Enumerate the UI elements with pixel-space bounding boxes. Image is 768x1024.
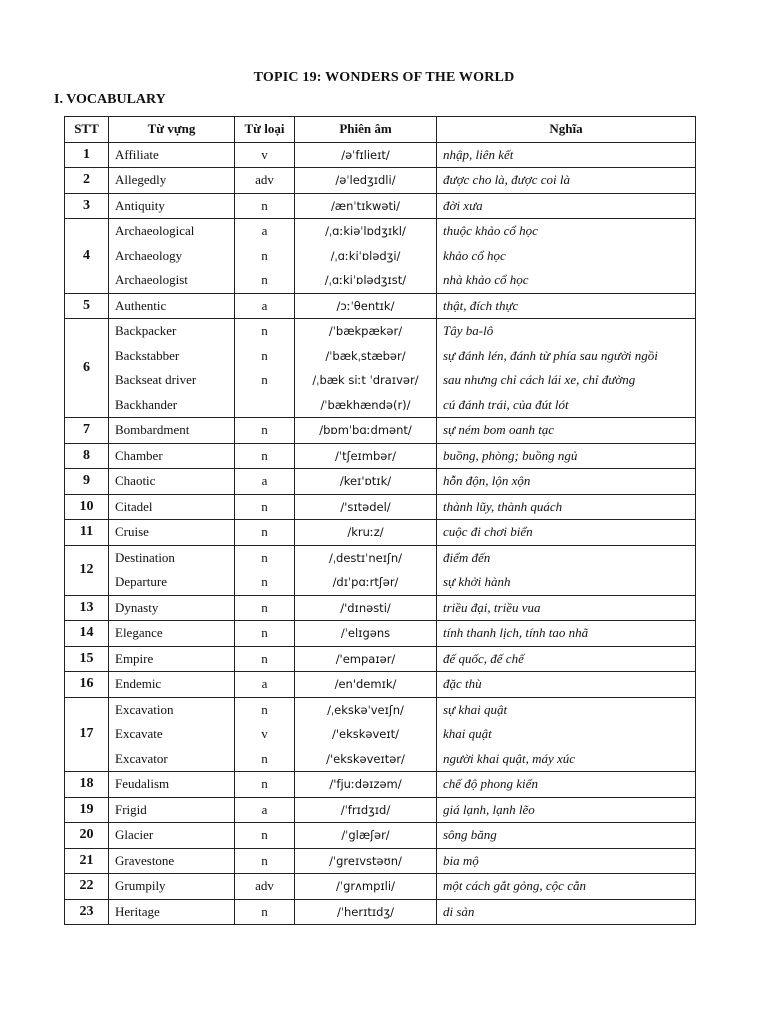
meaning-text: khảo cổ học [443, 247, 506, 263]
ipa-cell [295, 293, 437, 319]
ipa-text: /'fjuːdəɪzəm/ [329, 777, 402, 791]
word-text: Allegedly [115, 172, 167, 187]
word-text: Excavation [115, 701, 174, 717]
type-cell [235, 520, 295, 546]
ipa-text: /ˈglæʃər/ [341, 828, 390, 842]
type-cell [235, 168, 295, 194]
meaning-text: di sản [443, 903, 475, 919]
stt-cell: 12 [65, 545, 109, 595]
table-row [65, 319, 696, 418]
word-type-text: n [261, 447, 268, 463]
meaning-cell [437, 672, 696, 698]
ipa-cell [295, 823, 437, 849]
word-type-text: n [261, 903, 268, 919]
ipa-text: /'ekskəveɪt/ [331, 727, 400, 741]
meaning-text: người khai quật, máy xúc [443, 750, 576, 766]
ipa-text: /ˌbæk siːt ˈdraɪvər/ [312, 373, 419, 387]
word-text: Authentic [115, 297, 167, 313]
table-row [65, 142, 696, 168]
type-cell [235, 293, 295, 319]
ipa-text: /əˈledʒɪdli/ [335, 173, 396, 187]
header-stt: STT [65, 117, 109, 143]
meaning-text: chế độ phong kiến [443, 776, 538, 791]
meaning-text: thật, đích thực [443, 297, 519, 313]
header-type: Từ loại [235, 117, 295, 143]
table-row [65, 545, 696, 595]
meaning-cell [437, 418, 696, 444]
table-row [65, 443, 696, 469]
meaning-cell [437, 899, 696, 925]
type-cell [235, 142, 295, 168]
ipa-cell [295, 874, 437, 900]
word-text: Chaotic [115, 473, 156, 488]
meaning-text: sự ném bom oanh tạc [443, 422, 555, 437]
word-type-text [241, 393, 288, 418]
meaning-cell [437, 772, 696, 798]
word-type-text: a [261, 801, 268, 817]
table-row [65, 848, 696, 874]
word-cell [109, 823, 235, 849]
ipa-text: /ˈgrʌmpɪli/ [336, 879, 395, 893]
type-cell [235, 494, 295, 520]
type-cell [235, 797, 295, 823]
table-row [65, 293, 696, 319]
word-type-text: n [261, 323, 268, 338]
word-text: Glacier [115, 827, 154, 842]
word-text: Archaeologist [115, 272, 188, 287]
meaning-cell [437, 621, 696, 647]
meaning-text: thuộc khảo cổ học [443, 223, 538, 238]
ipa-text: /ˌɑːkiəˈlɒdʒɪkl/ [325, 224, 406, 238]
meaning-cell [437, 443, 696, 469]
stt-cell: 11 [65, 520, 109, 546]
word-cell [109, 219, 235, 294]
meaning-cell [437, 520, 696, 546]
word-type-text: a [261, 473, 268, 488]
ipa-cell [295, 469, 437, 495]
stt-cell: 2 [65, 168, 109, 194]
word-text: Backstabber [115, 347, 180, 363]
ipa-text: /ˈbækˌstæbər/ [325, 348, 406, 363]
ipa-cell [295, 621, 437, 647]
word-text: Cruise [115, 524, 149, 539]
word-type-text: n [261, 650, 268, 666]
table-row [65, 823, 696, 849]
meaning-text: nhập, liên kết [443, 146, 514, 162]
meaning-text: tính thanh lịch, tính tao nhã [443, 625, 589, 640]
ipa-text: /ænˈtɪkwəti/ [330, 198, 401, 213]
table-row [65, 772, 696, 798]
meaning-text: sự khai quật [443, 701, 508, 717]
ipa-text: /ˈgreɪvstəʊn/ [329, 853, 402, 868]
ipa-cell [295, 672, 437, 698]
word-cell [109, 899, 235, 925]
word-type-text: a [261, 676, 268, 691]
ipa-text: /ˌdestɪˈneɪʃn/ [328, 550, 402, 565]
header-word: Từ vựng [109, 117, 235, 143]
table-row [65, 193, 696, 219]
word-type-text: v [261, 726, 268, 741]
ipa-text: /ˈbækhændə(r)/ [320, 397, 411, 412]
vocabulary-table [64, 116, 696, 925]
word-type-text: n [261, 599, 268, 615]
meaning-cell [437, 646, 696, 672]
stt-cell: 18 [65, 772, 109, 798]
meaning-text: cú đánh trái, của đút lót [443, 396, 569, 412]
meaning-text: bia mộ [443, 852, 479, 868]
ipa-text: /keɪ'ɒtɪk/ [339, 474, 392, 488]
word-type-text: a [261, 223, 268, 238]
stt-cell: 14 [65, 621, 109, 647]
meaning-text: được cho là, được coi là [443, 172, 570, 187]
meaning-text: sông băng [443, 827, 497, 842]
stt-cell: 5 [65, 293, 109, 319]
word-cell [109, 418, 235, 444]
meaning-cell [437, 874, 696, 900]
stt-cell: 21 [65, 848, 109, 874]
type-cell [235, 646, 295, 672]
word-type-text: n [261, 574, 268, 589]
word-type-text: n [261, 701, 268, 717]
table-row [65, 168, 696, 194]
ipa-text: /ˈtʃeɪmbər/ [335, 448, 396, 463]
ipa-text: /'ekskəveɪtər/ [326, 751, 405, 766]
ipa-text: /əˈfɪlieɪt/ [341, 147, 390, 162]
word-text: Grumpily [115, 878, 166, 893]
ipa-cell [295, 697, 437, 772]
word-cell [109, 168, 235, 194]
meaning-cell [437, 697, 696, 772]
ipa-text: /ˌɑːkiˈɒlədʒi/ [330, 248, 401, 263]
word-type-text: n [261, 524, 268, 539]
word-text: Affiliate [115, 146, 159, 162]
word-type-text: n [261, 852, 268, 868]
type-cell [235, 848, 295, 874]
word-type-text: n [261, 347, 268, 363]
ipa-text: /kruːz/ [347, 525, 384, 539]
word-cell [109, 772, 235, 798]
word-text: Feudalism [115, 776, 170, 791]
word-cell [109, 193, 235, 219]
word-cell [109, 621, 235, 647]
stt-cell: 13 [65, 595, 109, 621]
word-cell [109, 293, 235, 319]
table-row [65, 797, 696, 823]
word-text: Archaeological [115, 223, 195, 238]
stt-cell: 16 [65, 672, 109, 698]
word-text: Excavator [115, 750, 168, 766]
stt-cell: 6 [65, 319, 109, 418]
word-cell [109, 520, 235, 546]
table-row [65, 672, 696, 698]
type-cell [235, 672, 295, 698]
word-cell [109, 319, 235, 418]
word-text: Backpacker [115, 323, 177, 338]
word-type-text: n [261, 422, 268, 437]
ipa-text: /'empaɪər/ [335, 651, 396, 666]
type-cell [235, 697, 295, 772]
ipa-text: /ˈbækpækər/ [328, 324, 403, 338]
word-type-text: n [261, 549, 268, 565]
stt-cell: 17 [65, 697, 109, 772]
word-text: Chamber [115, 447, 163, 463]
word-type-text: n [261, 372, 268, 387]
type-cell [235, 899, 295, 925]
ipa-cell [295, 193, 437, 219]
word-cell [109, 797, 235, 823]
table-row [65, 469, 696, 495]
ipa-text: /'sɪtədel/ [340, 499, 391, 514]
word-text: Gravestone [115, 852, 175, 868]
word-type-text: n [261, 750, 268, 766]
table-row [65, 520, 696, 546]
meaning-text: đế quốc, đế chế [443, 650, 524, 666]
meaning-text: Tây ba-lô [443, 323, 494, 338]
ipa-text: /ˈfrɪdʒɪd/ [340, 802, 391, 817]
meaning-text: đời xưa [443, 197, 483, 213]
meaning-cell [437, 219, 696, 294]
meaning-text: hỗn độn, lộn xộn [443, 473, 531, 488]
table-row [65, 595, 696, 621]
meaning-cell [437, 293, 696, 319]
type-cell [235, 621, 295, 647]
stt-cell: 7 [65, 418, 109, 444]
word-text: Departure [115, 574, 167, 589]
ipa-cell [295, 520, 437, 546]
table-row [65, 697, 696, 772]
meaning-cell [437, 848, 696, 874]
ipa-cell [295, 595, 437, 621]
word-cell [109, 443, 235, 469]
ipa-text: /ˈelɪgəns [340, 626, 391, 640]
word-text: Endemic [115, 676, 162, 691]
type-cell [235, 219, 295, 294]
stt-cell: 1 [65, 142, 109, 168]
section-heading: I. VOCABULARY [54, 92, 166, 107]
ipa-text: /ɔːˈθentɪk/ [336, 298, 395, 313]
word-type-text: n [261, 197, 268, 213]
stt-cell: 20 [65, 823, 109, 849]
word-text: Empire [115, 650, 154, 666]
word-cell [109, 646, 235, 672]
word-type-text: n [261, 498, 268, 514]
meaning-text: buồng, phòng; buồng ngủ [443, 447, 578, 463]
word-type-text: adv [255, 172, 274, 187]
ipa-cell [295, 899, 437, 925]
table-header-row [65, 117, 696, 143]
ipa-text: /bɒmˈbɑːdmənt/ [319, 423, 412, 437]
table-row [65, 418, 696, 444]
word-type-text: n [261, 247, 268, 263]
meaning-text: triều đại, triều vua [443, 599, 541, 615]
word-type-text: a [261, 297, 268, 313]
stt-cell: 19 [65, 797, 109, 823]
word-cell [109, 672, 235, 698]
word-cell [109, 494, 235, 520]
word-type-text: n [261, 272, 268, 287]
type-cell [235, 418, 295, 444]
meaning-cell [437, 545, 696, 595]
meaning-cell [437, 319, 696, 418]
word-text: Dynasty [115, 599, 159, 615]
ipa-cell [295, 142, 437, 168]
word-cell [109, 697, 235, 772]
ipa-text: /ˌekskəˈveɪʃn/ [327, 702, 404, 717]
table-body [65, 142, 696, 925]
meaning-text: sau nhưng chỉ cách lái xe, chỉ đường [443, 372, 636, 387]
ipa-text: /en'demɪk/ [334, 677, 397, 691]
meaning-cell [437, 823, 696, 849]
word-text: Archaeology [115, 247, 183, 263]
word-cell [109, 874, 235, 900]
ipa-cell [295, 168, 437, 194]
type-cell [235, 319, 295, 418]
word-text: Citadel [115, 498, 153, 514]
word-type-text: n [261, 625, 268, 640]
ipa-cell [295, 443, 437, 469]
type-cell [235, 595, 295, 621]
word-type-text: n [261, 776, 268, 791]
ipa-text: /dɪˈpɑːrtʃər/ [332, 575, 399, 589]
meaning-text: sự khởi hành [443, 574, 511, 589]
type-cell [235, 874, 295, 900]
ipa-cell [295, 418, 437, 444]
meaning-cell [437, 142, 696, 168]
type-cell [235, 193, 295, 219]
meaning-text: điểm đến [443, 549, 491, 565]
word-text: Antiquity [115, 197, 165, 213]
ipa-text: /ˌɑːkiˈɒlədʒɪst/ [324, 273, 407, 287]
stt-cell: 22 [65, 874, 109, 900]
ipa-cell [295, 797, 437, 823]
ipa-cell [295, 772, 437, 798]
type-cell [235, 823, 295, 849]
meaning-text: một cách gắt gỏng, cộc cằn [443, 878, 586, 893]
meaning-cell [437, 168, 696, 194]
word-text: Bombardment [115, 422, 190, 437]
table-row [65, 219, 696, 294]
table-row [65, 621, 696, 647]
table-row [65, 494, 696, 520]
word-text: Frigid [115, 801, 147, 817]
word-text: Backseat driver [115, 372, 197, 387]
ipa-cell [295, 545, 437, 595]
stt-cell: 4 [65, 219, 109, 294]
meaning-text: thành lũy, thành quách [443, 498, 563, 514]
word-cell [109, 142, 235, 168]
word-text: Backhander [115, 396, 178, 412]
word-text: Heritage [115, 903, 160, 919]
table-row [65, 874, 696, 900]
stt-cell: 10 [65, 494, 109, 520]
type-cell [235, 469, 295, 495]
type-cell [235, 772, 295, 798]
word-cell [109, 469, 235, 495]
meaning-cell [437, 595, 696, 621]
ipa-cell [295, 646, 437, 672]
meaning-cell [437, 469, 696, 495]
meaning-text: cuộc đi chơi biển [443, 524, 533, 539]
stt-cell: 23 [65, 899, 109, 925]
header-ipa: Phiên âm [295, 117, 437, 143]
word-cell [109, 545, 235, 595]
document-title: TOPIC 19: WONDERS OF THE WORLD [253, 70, 515, 85]
stt-cell: 3 [65, 193, 109, 219]
type-cell [235, 545, 295, 595]
ipa-cell [295, 494, 437, 520]
meaning-text: đặc thù [443, 676, 482, 691]
word-type-text: adv [255, 878, 274, 893]
meaning-cell [437, 193, 696, 219]
word-text: Elegance [115, 625, 163, 640]
ipa-cell [295, 219, 437, 294]
word-type-text: v [261, 146, 268, 162]
ipa-cell [295, 319, 437, 418]
word-type-text: n [261, 827, 268, 842]
meaning-text: giá lạnh, lạnh lẽo [443, 801, 535, 817]
meaning-cell [437, 494, 696, 520]
word-cell [109, 848, 235, 874]
meaning-text: sự đánh lén, đánh từ phía sau người ngồi [443, 347, 658, 363]
ipa-text: /ˈherɪtɪdʒ/ [336, 904, 394, 919]
meaning-text: nhà khảo cổ học [443, 272, 529, 287]
word-text: Excavate [115, 726, 163, 741]
word-cell [109, 595, 235, 621]
ipa-cell [295, 848, 437, 874]
stt-cell: 8 [65, 443, 109, 469]
table-row [65, 899, 696, 925]
word-text: Destination [115, 549, 175, 565]
type-cell [235, 443, 295, 469]
table-row [65, 646, 696, 672]
stt-cell: 9 [65, 469, 109, 495]
header-meaning: Nghĩa [437, 117, 696, 143]
stt-cell: 15 [65, 646, 109, 672]
meaning-text: khai quật [443, 726, 492, 741]
ipa-text: /'dɪnəsti/ [340, 600, 391, 615]
meaning-cell [437, 797, 696, 823]
